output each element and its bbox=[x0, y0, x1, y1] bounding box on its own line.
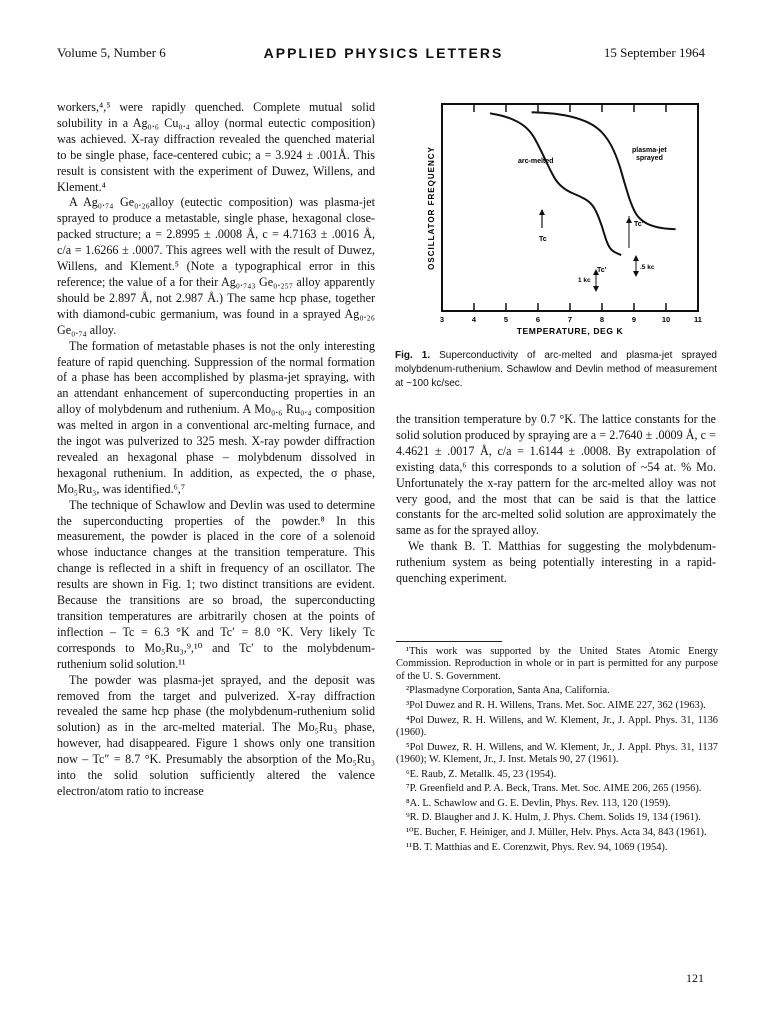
plot-frame bbox=[442, 104, 698, 311]
footnote: ¹¹B. T. Matthias and E. Corenzwit, Phys. Rev. 94, 1069 (1954). bbox=[406, 841, 668, 853]
caption-lead: Fig. 1. bbox=[395, 350, 431, 361]
x-axis-ticks bbox=[442, 303, 698, 311]
tc-prime-marker bbox=[597, 267, 607, 274]
half-kc-label: .5 kc bbox=[640, 264, 655, 271]
paragraph: The powder was plasma-jet sprayed, and the deposit was removed from the target and pulverized. X-ray diffraction revealed the same hcp phase (the molybdenum-ruthenium solid solution) as in the arc-melted material. The Mo₅Ru₃ phase, however, had disappeared. Figure 1 shows only one transition now – Tc″ = 8.7 °K. Presumably the absorption of the Mo₅Ru₃ into the solid solution sufficiently altered the valence electron/atom ratio to increase bbox=[57, 672, 375, 798]
sprayed-label: sprayed bbox=[636, 155, 663, 162]
paragraph: workers,⁴,⁵ were rapidly quenched. Complete mutual solid solubility in a Ag₀.₆ Cu₀.₄ alloy (normal eutectic composition) was achieved. X-ray diffraction revealed the quenched material to be single phase, face-centered cubic; a = 3.924 ± .001Å. This result is consistent with the experiment of Duwez, Willens, and Klement.⁴ bbox=[57, 100, 375, 194]
x-axis-tick-labels bbox=[440, 315, 702, 324]
x-tick-label: 4 bbox=[471, 315, 477, 324]
paragraph: We thank B. T. Matthias for suggesting the molybdenum-ruthenium system as being potentially interesting in a rapid-quenching experiment. bbox=[396, 539, 716, 586]
x-tick-label: 5 bbox=[503, 315, 509, 324]
y-axis-label: OSCILLATOR FREQUENCY bbox=[427, 146, 436, 270]
paragraph: the transition temperature by 0.7 °K. The lattice constants for the solid solution produced by spraying are a = 2.7640 ± .0009 Å, c = 4.4621 ± .0017 Å, c/a = 1.6144 ± .0008. By extrapolation of existing data,⁶ this corresponds to a solution of ~54 at. % Mo. Unfortunately the x-ray pattern for the arc-melted alloy was not very good, and the most that can be said is that the lattice constants for the arc-melted solid solution are approximately the same as for the sprayed alloy. bbox=[396, 412, 716, 538]
footnote: ⁶E. Raub, Z. Metallk. 45, 23 (1954). bbox=[406, 768, 557, 780]
x-tick-label: 6 bbox=[535, 315, 541, 324]
plasma-jet-sprayed-curve bbox=[532, 112, 676, 229]
right-column bbox=[396, 412, 716, 587]
x-tick-label: 9 bbox=[631, 315, 637, 324]
paragraph: The formation of metastable phases is not the only interesting feature of rapid quenching. Suppression of the normal formation of a phase has been accomplished by plasma-jet spraying, with an attendant enhancement of superconducting properties in an alloy of molybdenum and ruthenium. A Mo₀.₆ Ru₀.₄ composition was melted in argon in a conventional arc-melting furnace, and the ingot was pulverized to 325 mesh. X-ray powder diffraction revealed an hexagonal phase – molybdenum dissolved in hexagonal ruthenium. In addition, as expected, the σ phase, Mo₅Ru₃, was identified.⁶,⁷ bbox=[57, 338, 375, 496]
arc-melted-label: arc-melted bbox=[518, 158, 554, 165]
tc-double-prime-label: Tc″ bbox=[634, 221, 646, 228]
running-header-volume: Volume 5, Number 6 bbox=[57, 45, 166, 60]
tc-prime-label: Tc′ bbox=[597, 267, 607, 274]
tc-label: Tc bbox=[539, 236, 547, 243]
x-tick-label: 7 bbox=[567, 315, 573, 324]
figure-1-chart bbox=[410, 96, 710, 346]
page-number: 121 bbox=[686, 971, 704, 985]
figure-caption bbox=[395, 349, 717, 391]
x-tick-label: 10 bbox=[661, 315, 671, 324]
tc-marker bbox=[539, 209, 547, 243]
footnote: ¹This work was supported by the United States Atomic Energy Commission. Reproduction in whole or in part is permitted for any purpose of the U. S. Government. bbox=[396, 646, 718, 682]
one-kc-label: 1 kc bbox=[578, 277, 591, 284]
paragraph: A Ag₀.₇₄ Ge₀.₂₆alloy (eutectic composition) was plasma-jet sprayed to produce a metastable, single phase, hexagonal close-packed structure; a = 2.8995 ± .0008 Å, c = 4.7163 ± .0016 Å, c/a = 1.6266 ± .0007. This agrees well with the result of Duwez, Willens, and Klement.⁵ (Note a typographical error in this reference; the value of a for their Ag₀.₇₄₃ Ge₀.₂₅₇ alloy apparently should be 2.897 Å, not 2.987 Å.) The same hcp phase, together with diamond-cubic germanium, was found in a sprayed Ag₀.₂₆ Ge₀.₇₄ alloy. bbox=[57, 195, 375, 337]
running-header-date: 15 September 1964 bbox=[603, 45, 705, 60]
x-tick-label: 11 bbox=[694, 315, 702, 324]
plasma-jet-label: plasma-jet bbox=[632, 147, 667, 154]
x-tick-label: 8 bbox=[599, 315, 605, 324]
x-axis-label: TEMPERATURE, DEG K bbox=[516, 326, 624, 336]
footnote: ⁹R. D. Blaugher and J. K. Hulm, J. Phys. Chem. Solids 19, 134 (1961). bbox=[406, 812, 701, 824]
left-column bbox=[57, 100, 375, 800]
footnotes bbox=[396, 646, 718, 856]
footnote: ⁸A. L. Schawlow and G. E. Devlin, Phys. Rev. 113, 120 (1959). bbox=[406, 797, 671, 809]
journal-title: APPLIED PHYSICS LETTERS bbox=[263, 45, 504, 61]
footnote: ⁷P. Greenfield and P. A. Beck, Trans. Met. Soc. AIME 206, 265 (1956). bbox=[406, 783, 702, 795]
curves bbox=[490, 112, 676, 255]
tc-double-prime-marker bbox=[626, 216, 646, 248]
caption-text: Superconductivity of arc-melted and plasma-jet sprayed molybdenum-ruthenium. Schawlow and Devlin method of measurement at ~100 kc/sec. bbox=[395, 350, 717, 389]
x-tick-label: 3 bbox=[439, 315, 445, 324]
one-kc-scale bbox=[578, 269, 599, 292]
footnote-rule bbox=[396, 641, 502, 642]
footnote: ²Plasmadyne Corporation, Santa Ana, California. bbox=[406, 685, 610, 697]
paragraph: The technique of Schawlow and Devlin was used to determine the superconducting properties of the powder.⁸ In this measurement, the powder is placed in the core of a solenoid whose inductance changes at the transition temperature. This change is reflected in a shift in frequency of an oscillator. The results are shown in Fig. 1; two distinct transitions are evident. Because the transitions are so broad, the superconducting transition temperatures are arbitrarily chosen at the points of inflection – Tc = 6.3 °K and Tc′ = 8.0 °K. Very likely Tc corresponds to Mo₅Ru₃,⁹,¹⁰ and Tc′ to the molybdenum-ruthenium solid solution.¹¹ bbox=[57, 497, 375, 671]
arc-melted-curve bbox=[490, 113, 621, 255]
footnote: ⁵Pol Duwez, R. H. Willens, and W. Klement, Jr., J. Appl. Phys. 31, 1137 (1960); W. Klement, Jr., J. Inst. Metals 90, 27 (1961). bbox=[396, 741, 718, 765]
footnote: ⁴Pol Duwez, R. H. Willens, and W. Klement, Jr., J. Appl. Phys. 31, 1136 (1960). bbox=[396, 714, 718, 738]
top-axis-ticks bbox=[442, 104, 698, 112]
half-kc-scale bbox=[633, 255, 655, 277]
footnote: ³Pol Duwez and R. H. Willens, Trans. Met. Soc. AIME 227, 362 (1963). bbox=[406, 700, 706, 711]
footnote: ¹⁰E. Bucher, F. Heiniger, and J. Müller, Helv. Phys. Acta 34, 843 (1961). bbox=[406, 826, 707, 838]
